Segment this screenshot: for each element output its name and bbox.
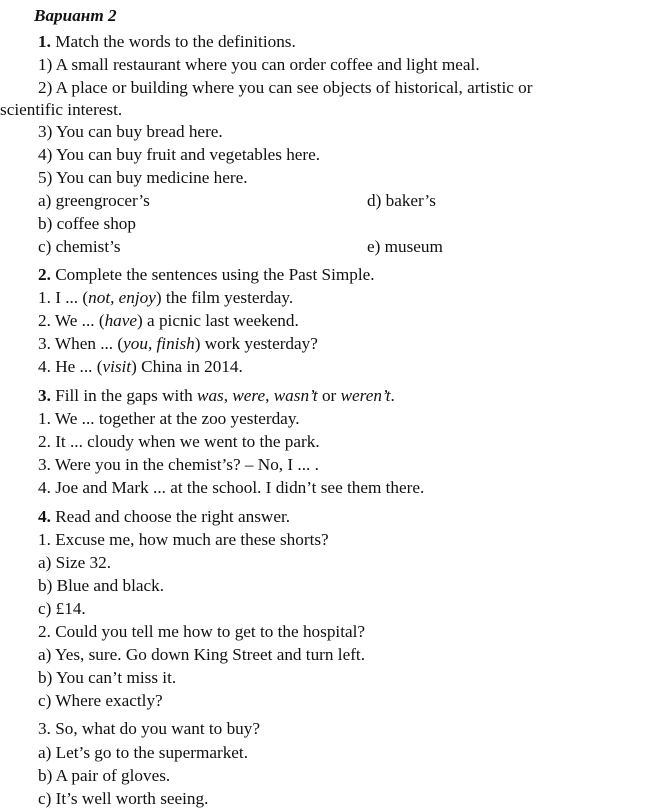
exercise-1-heading <box>38 32 296 52</box>
definition-item: 2) A place or building where you can see objects of historical, artistic or <box>38 78 533 97</box>
gap-sentence: 2. It ... cloudy when we went to the park. <box>38 432 320 451</box>
variant-title: Вариант 2 <box>34 6 117 25</box>
answer-option: c) It’s well worth seeing. <box>38 789 209 808</box>
answer-option: a) Yes, sure. Go down King Street and turn left. <box>38 645 365 664</box>
word-option: b) coffee shop <box>38 214 136 233</box>
answer-option: c) Where exactly? <box>38 691 163 710</box>
gap-sentence: 4. Joe and Mark ... at the school. I didn’t see them there. <box>38 478 425 497</box>
exercise-1-number: 1. <box>38 32 51 51</box>
definition-item: 4) You can buy fruit and vegetables here. <box>38 145 321 164</box>
verb-hint: not, enjoy <box>88 288 156 307</box>
answer-option: b) Blue and black. <box>38 576 165 595</box>
sentence-item: 2. We ... (have) a picnic last weekend. <box>38 311 299 330</box>
answer-option: b) A pair of gloves. <box>38 766 171 785</box>
definition-item-continued: scientific interest. <box>0 100 123 119</box>
definition-item: 5) You can buy medicine here. <box>38 168 248 187</box>
exercise-3-heading: 3. Fill in the gaps with was, were, wasn’t or weren’t. <box>38 386 395 405</box>
question: 2. Could you tell me how to get to the hospital? <box>38 622 365 641</box>
sentence-item: 1. I ... (not, enjoy) the film yesterday. <box>38 288 294 307</box>
exercise-2-number: 2. <box>38 265 51 284</box>
sentence-item: 3. When ... (you, finish) work yesterday? <box>38 334 318 353</box>
exercise-2-heading <box>38 265 375 285</box>
word-option: a) greengrocer’s <box>38 191 150 210</box>
answer-option: b) You can’t miss it. <box>38 668 177 687</box>
word-option: d) baker’s <box>367 191 436 210</box>
word-option: e) museum <box>367 237 443 256</box>
exercise-4-number: 4. <box>38 507 51 526</box>
definition-item: 1) A small restaurant where you can order coffee and light meal. <box>38 55 480 74</box>
sentence-item: 4. He ... (visit) China in 2014. <box>38 357 243 376</box>
definition-item: 3) You can buy bread here. <box>38 122 223 141</box>
exercise-3-number: 3. <box>38 386 51 405</box>
verb-hint: have <box>104 311 138 330</box>
gap-sentence: 3. Were you in the chemist’s? – No, I ... . <box>38 455 319 474</box>
exercise-2-instruction: Complete the sentences using the Past Simple. <box>55 265 375 284</box>
question: 3. So, what do you want to buy? <box>38 719 260 738</box>
exercise-4-instruction: Read and choose the right answer. <box>55 507 291 526</box>
gap-sentence: 1. We ... together at the zoo yesterday. <box>38 409 300 428</box>
question: 1. Excuse me, how much are these shorts? <box>38 530 329 549</box>
exercise-1-instruction: Match the words to the definitions. <box>55 32 296 51</box>
answer-option: a) Size 32. <box>38 553 112 572</box>
answer-option: a) Let’s go to the supermarket. <box>38 743 249 762</box>
verb-hint: visit <box>102 357 132 376</box>
word-option: c) chemist’s <box>38 237 121 256</box>
answer-option: c) £14. <box>38 599 86 618</box>
exercise-4-heading <box>38 507 290 527</box>
verb-hint: you, finish <box>123 334 195 353</box>
